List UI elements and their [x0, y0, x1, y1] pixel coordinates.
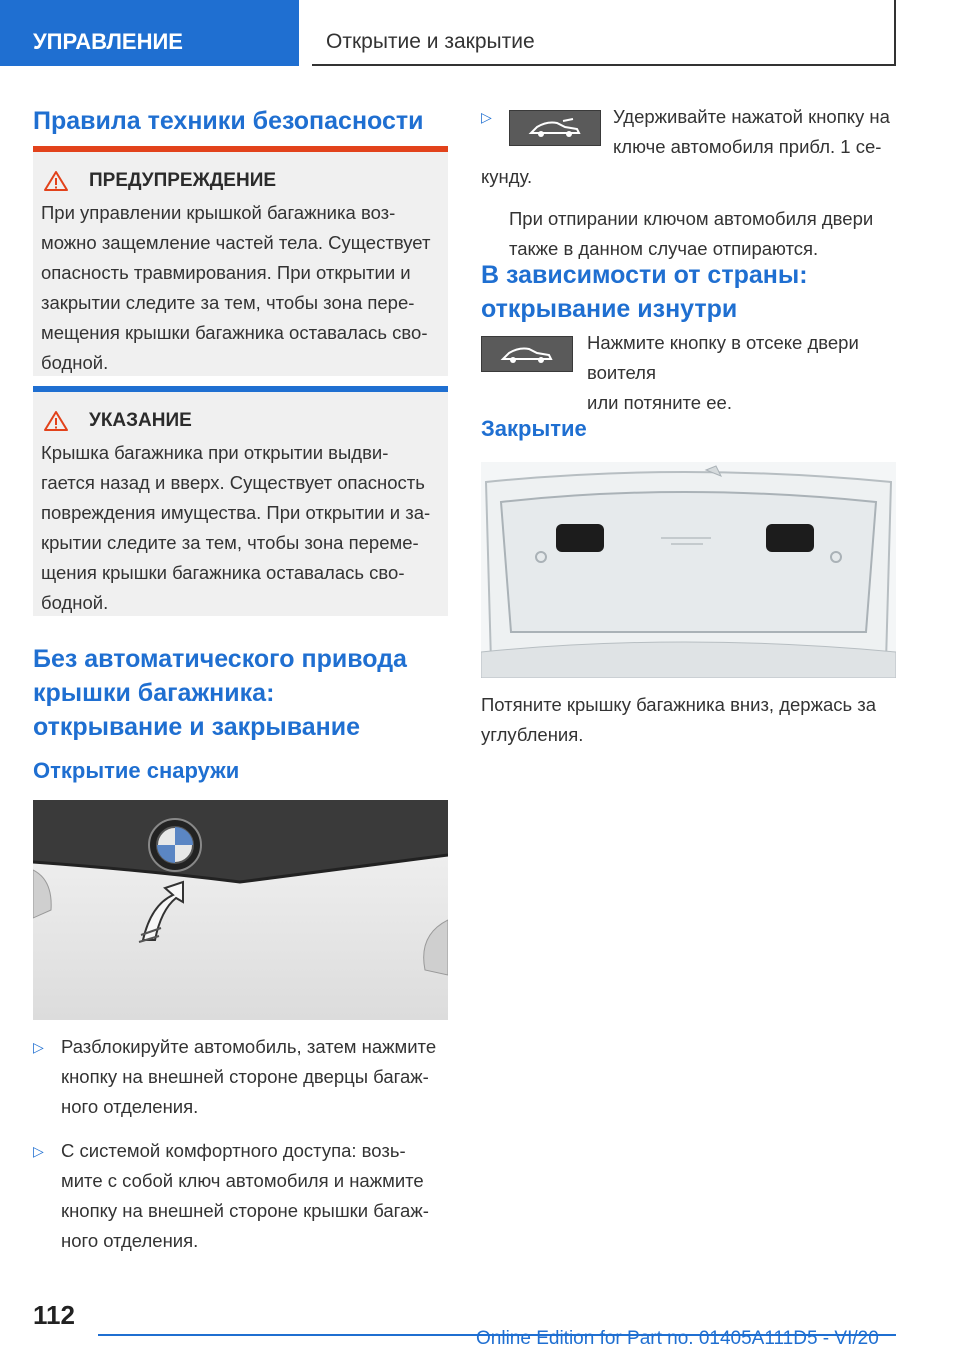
triangle-bullet-icon: ▷	[33, 1039, 44, 1055]
notice-line: крытии следите за тем, чтобы зона переме-	[41, 532, 419, 553]
list-item: ▷ С системой комфортного доступа: возь- мите с собой ключ автомобиля и нажмите кнопку на внешней стороне крышки багаж- ного отделения.	[33, 1136, 448, 1256]
warning-line: бодной.	[41, 352, 109, 373]
notice-title: УКАЗАНИЕ	[41, 410, 440, 432]
steps-list	[33, 1032, 448, 1256]
trunk-exterior-photo	[33, 800, 448, 1020]
inside-heading: В зависимости от страны: открывание изнутри	[481, 261, 808, 323]
warning-line: мещения крышки багажника оставалась сво-	[41, 322, 428, 343]
section-tab: УПРАВЛЕНИЕ	[0, 0, 299, 66]
warning-title: ПРЕДУПРЕЖДЕНИЕ	[41, 170, 440, 192]
closing-heading: Закрытие	[481, 416, 587, 441]
list-item: ▷ Разблокируйте автомобиль, затем нажмите кнопку на внешней стороне дверцы багаж- ного отделения.	[33, 1032, 448, 1122]
notice-line: повреждения имущества. При открытии и за-	[41, 502, 431, 523]
warning-triangle-icon	[43, 410, 69, 432]
closing-text: Потяните крышку багажника вниз, держась за углубления.	[481, 694, 877, 745]
trunk-lid-interior-photo	[481, 462, 896, 678]
warning-triangle-icon	[43, 170, 69, 192]
notice-line: бодной.	[41, 592, 109, 613]
notice-line: щения крышки багажника оставалась сво-	[41, 562, 405, 583]
warning-box	[33, 146, 448, 376]
inside-instructions: Нажмите кнопку в отсеке двери воителя или потяните ее.	[481, 328, 896, 418]
trunk-key-button-icon	[509, 110, 601, 146]
notice-bar	[33, 386, 448, 392]
trunk-interior-button-icon	[481, 336, 573, 372]
warning-line: При управлении крышкой багажника воз-	[41, 202, 396, 223]
triangle-bullet-icon: ▷	[481, 109, 492, 125]
key-step: ▷ Удерживайте нажатой кнопку на ключе автомобиля прибл. 1 се- кунду. При отпирании ключом автомобиля двери также в данном случае отпираются.	[481, 102, 896, 264]
footer-edition: Online Edition for Part no. 01405A111D5 - VI/20	[476, 1328, 879, 1349]
safety-heading: Правила техники безопасности	[33, 107, 424, 135]
warning-line: закрытии следите за тем, чтобы зона пере-	[41, 292, 415, 313]
page-number: 112	[33, 1300, 75, 1330]
notice-line: Крышка багажника при открытии выдви-	[41, 442, 389, 463]
outside-heading: Открытие снаружи	[33, 758, 240, 783]
manual-heading: Без автоматического привода крышки багажника: открывание и закрывание	[33, 645, 407, 741]
warning-line: опасность травмирования. При открытии и	[41, 262, 411, 283]
notice-box	[33, 386, 448, 616]
triangle-bullet-icon: ▷	[33, 1143, 44, 1159]
warning-bar	[33, 146, 448, 152]
list-item: ▷ Удерживайте нажатой кнопку на ключе автомобиля прибл. 1 се-	[481, 102, 896, 162]
warning-line: можно защемление частей тела. Существует	[41, 232, 431, 253]
notice-line: гается назад и вверх. Существует опасность	[41, 472, 425, 493]
chapter-title: Открытие и закрытие	[312, 0, 896, 66]
